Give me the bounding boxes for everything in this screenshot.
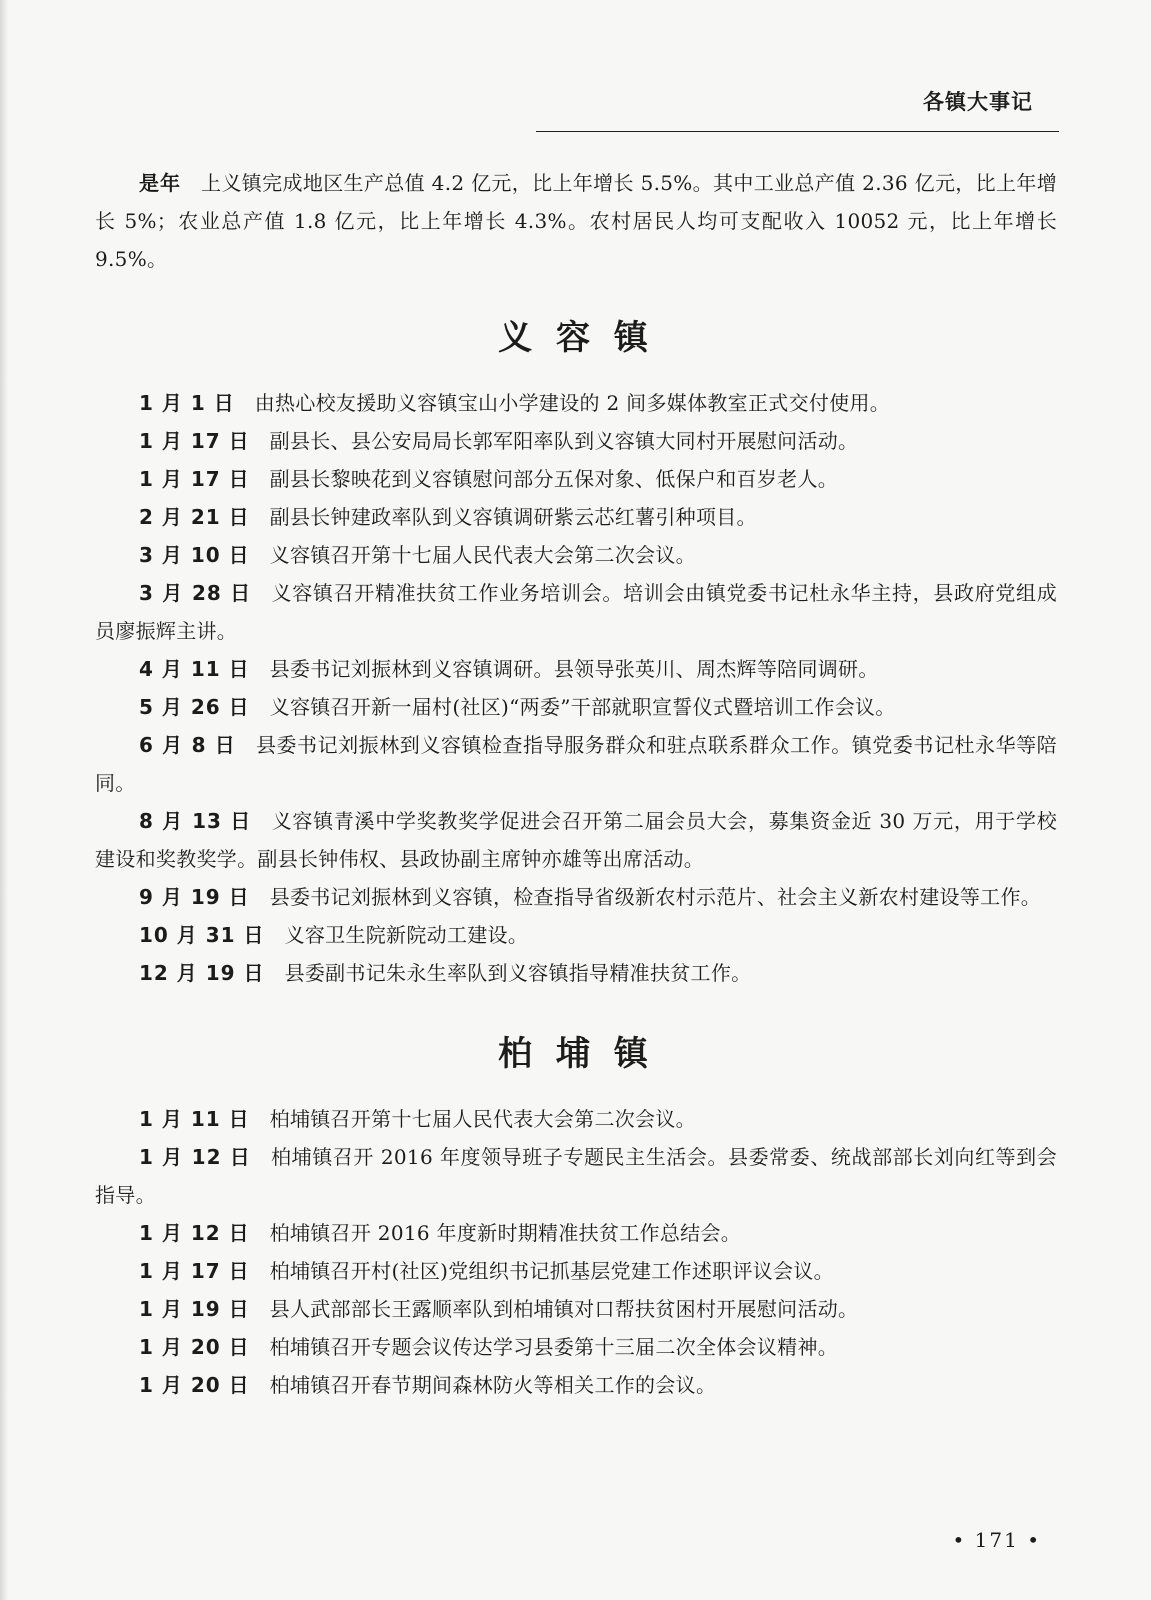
event-entry (95, 916, 1057, 954)
entry-date: 1 月 17 日 (139, 1259, 250, 1283)
header-rule (536, 131, 1059, 132)
event-entry (95, 1328, 1057, 1366)
event-entry (95, 1138, 1057, 1214)
event-entry (95, 1366, 1057, 1404)
running-header-title: 各镇大事记 (923, 90, 1033, 114)
entry-text: 义容镇召开第十七届人民代表大会第二次会议。 (269, 543, 696, 567)
entry-date: 2 月 21 日 (139, 505, 250, 529)
entry-date: 10 月 31 日 (139, 923, 265, 947)
event-entry (95, 1100, 1057, 1138)
entry-text: 柏埔镇召开 2016 年度领导班子专题民主生活会。县委常委、统战部部长刘向红等到会指导。 (95, 1145, 1058, 1207)
event-entry (95, 460, 1057, 498)
entry-text: 柏埔镇召开第十七届人民代表大会第二次会议。 (269, 1107, 696, 1131)
entry-text: 柏埔镇召开专题会议传达学习县委第十三届二次全体会议精神。 (269, 1335, 839, 1359)
entry-date: 4 月 11 日 (139, 657, 250, 681)
entry-text: 义容镇召开新一届村(社区)“两委”干部就职宣誓仪式暨培训工作会议。 (269, 695, 896, 719)
event-entry (95, 650, 1057, 688)
entry-date: 1 月 12 日 (139, 1221, 250, 1245)
entry-date: 是年 (139, 171, 182, 195)
page-content (95, 164, 1057, 1404)
entry-date: 1 月 17 日 (139, 467, 250, 491)
entry-text: 由热心校友援助义容镇宝山小学建设的 2 间多媒体教室正式交付使用。 (254, 391, 891, 415)
entry-date: 1 月 20 日 (139, 1373, 250, 1397)
entry-date: 9 月 19 日 (139, 885, 250, 909)
entry-text: 义容卫生院新院动工建设。 (284, 923, 529, 947)
entry-text: 副县长黎映花到义容镇慰问部分五保对象、低保户和百岁老人。 (269, 467, 839, 491)
entry-text: 副县长钟建政率队到义容镇调研紫云芯红薯引种项目。 (269, 505, 757, 529)
entry-text: 柏埔镇召开春节期间森林防火等相关工作的会议。 (269, 1373, 717, 1397)
event-entry (95, 384, 1057, 422)
entry-text: 县委副书记朱永生率队到义容镇指导精准扶贫工作。 (284, 961, 752, 985)
entry-date: 1 月 11 日 (139, 1107, 250, 1131)
entry-text: 上义镇完成地区生产总值 4.2 亿元，比上年增长 5.5%。其中工业总产值 2.36 亿元，比上年增长 5%；农业总产值 1.8 亿元，比上年增长 4.3%。农村居民人均可支配收入 10052 元，比上年增长 9.5%。 (95, 171, 1058, 271)
event-entry (95, 498, 1057, 536)
entry-text: 义容镇青溪中学奖教奖学促进会召开第二届会员大会，募集资金近 30 万元，用于学校建设和奖教奖学。副县长钟伟权、县政协副主席钟亦雄等出席活动。 (95, 809, 1057, 871)
scan-edge-shadow (0, 0, 8, 1600)
entry-text: 县人武部部长王露顺率队到柏埔镇对口帮扶贫困村开展慰问活动。 (269, 1297, 859, 1321)
event-entry (95, 688, 1057, 726)
event-entry (95, 878, 1057, 916)
entry-date: 1 月 19 日 (139, 1297, 250, 1321)
event-entry (95, 954, 1057, 992)
intro-paragraph (95, 164, 1057, 278)
entry-date: 1 月 20 日 (139, 1335, 250, 1359)
entry-text: 柏埔镇召开村(社区)党组织书记抓基层党建工作述职评议会议。 (269, 1259, 834, 1283)
event-entry (95, 802, 1057, 878)
section-entries-yirong (95, 384, 1057, 992)
entry-date: 12 月 19 日 (139, 961, 265, 985)
event-entry (95, 422, 1057, 460)
event-entry (95, 574, 1057, 650)
entry-text: 县委书记刘振林到义容镇调研。县领导张英川、周杰辉等陪同调研。 (269, 657, 879, 681)
entry-date: 3 月 10 日 (139, 543, 250, 567)
event-entry (95, 726, 1057, 802)
event-entry (95, 1290, 1057, 1328)
entry-date: 1 月 1 日 (139, 391, 235, 415)
page-number: • 171 • (952, 1528, 1041, 1552)
section-title-baipu: 柏 埔 镇 (498, 1034, 654, 1074)
section-entries-baipu (95, 1100, 1057, 1404)
entry-text: 副县长、县公安局局长郭军阳率队到义容镇大同村开展慰问活动。 (269, 429, 859, 453)
entry-date: 3 月 28 日 (139, 581, 252, 605)
event-entry (95, 1252, 1057, 1290)
entry-text: 义容镇召开精准扶贫工作业务培训会。培训会由镇党委书记杜永华主持，县政府党组成员廖振辉主讲。 (95, 581, 1057, 643)
entry-date: 8 月 13 日 (139, 809, 252, 833)
entry-date: 1 月 17 日 (139, 429, 250, 453)
entry-text: 柏埔镇召开 2016 年度新时期精准扶贫工作总结会。 (269, 1221, 742, 1245)
entry-date: 1 月 12 日 (139, 1145, 252, 1169)
event-entry (95, 1214, 1057, 1252)
event-entry (95, 536, 1057, 574)
entry-date: 6 月 8 日 (139, 733, 236, 757)
entry-text: 县委书记刘振林到义容镇，检查指导省级新农村示范片、社会主义新农村建设等工作。 (269, 885, 1042, 909)
entry-date: 5 月 26 日 (139, 695, 250, 719)
section-title-yirong: 义 容 镇 (498, 318, 654, 358)
entry-text: 县委书记刘振林到义容镇检查指导服务群众和驻点联系群众工作。镇党委书记杜永华等陪同。 (95, 733, 1057, 795)
